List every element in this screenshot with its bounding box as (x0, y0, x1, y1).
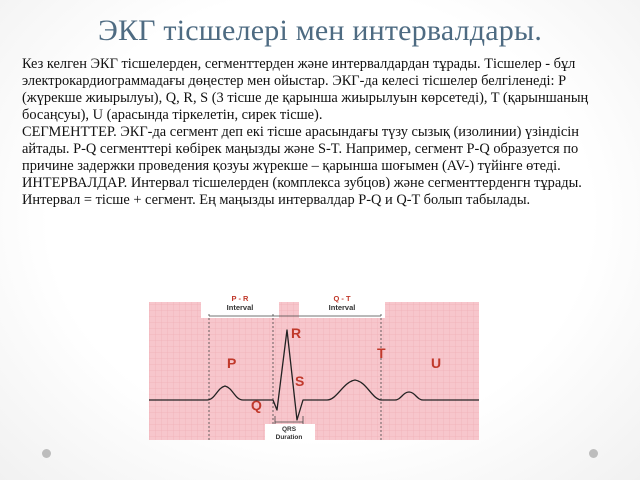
wave-label-t: T (377, 345, 386, 361)
wave-label-q: Q (251, 397, 262, 413)
paragraph-intervals: ИНТЕРВАЛДАР. Интервал тісшелерден (комплекса зубцов) және сегменттерденгн тұрады. Интервал = тісше + сегмент. Ең маңызды интервалдар P-Q и Q-T болып табылады. (22, 175, 582, 208)
wave-label-p: P (227, 355, 237, 371)
slide-title: ЭКГ тісшелері мен интервалдары. (97, 14, 543, 47)
pr-interval-label-top: P - R (231, 294, 249, 303)
ecg-grid (149, 302, 479, 440)
decoration-dot-right (589, 449, 598, 458)
paragraph-intro: Кез келген ЭКГ тісшелерден, сегменттерден және интервалдардан тұрады. Тісшелер - бұл электрокардиограммадағы дөңестер мен ойыстар. ЭКГ-да келесі тісшелер белгіленеді: P (жүрекше жиырылуы), Q, R, S (3 тісше де қарынша жиырылуын көрсетеді), T (қарыншаның босаңсуы), U (арасында тіркелетін, сирек тісше). (22, 56, 589, 123)
decoration-dot-left (42, 449, 51, 458)
qt-interval-label-top: Q - T (333, 294, 351, 303)
qrs-label-top: QRS (281, 426, 297, 433)
slide-body-text (22, 56, 622, 209)
slide-decoration-dots (0, 449, 640, 465)
qrs-label-bottom: Duration (275, 434, 303, 440)
qt-interval-label-bottom: Interval (328, 303, 356, 312)
wave-label-r: R (291, 325, 302, 341)
paragraph-segments: СЕГМЕНТТЕР. ЭКГ-да сегмент деп екі тісше арасындағы түзу сызық (изолинии) үзіндісін айтады. P-Q сегменттері көбірек маңызды және S-T. Например, сегмент P-Q образуется по причине задержки проведения қозуы жүрекше – қарынша шоғымен (AV-) түйінге өтеді. (22, 124, 579, 174)
wave-label-s: S (295, 373, 305, 389)
pr-interval-label-bottom: Interval (226, 303, 254, 312)
ecg-diagram (149, 292, 479, 440)
wave-label-u: U (431, 355, 442, 371)
